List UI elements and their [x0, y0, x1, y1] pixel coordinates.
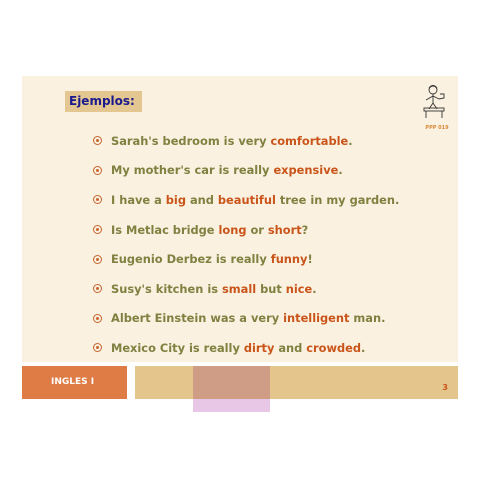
sentence-fragment: . [312, 281, 317, 296]
sentence-fragment: but [256, 281, 286, 296]
bullet-icon [93, 343, 102, 352]
adjective-highlight: small [222, 281, 257, 296]
bullet-icon [93, 225, 102, 234]
adjective-highlight: crowded [306, 340, 362, 355]
sentence-fragment: Is Metlac bridge [111, 222, 219, 237]
sentence-fragment: ! [307, 252, 313, 267]
sentence-fragment: or [246, 222, 268, 237]
bullet-icon [93, 166, 102, 175]
bullet-text [111, 341, 365, 355]
adjective-highlight: big [165, 192, 186, 207]
page-number: 3 [442, 383, 448, 392]
adjective-highlight: comfortable [270, 133, 349, 148]
sentence-fragment: I have a [111, 192, 166, 207]
sentence-fragment: Eugenio Derbez is really [111, 252, 271, 267]
sentence-fragment: Mexico City is really [111, 340, 244, 355]
list-item [93, 126, 399, 156]
bullet-text [111, 311, 385, 325]
selection-overlay [193, 366, 270, 399]
adjective-highlight: nice [285, 281, 313, 296]
examples-list [93, 126, 399, 363]
sentence-fragment: Sarah's bedroom is very [111, 133, 271, 148]
selection-overlay-handle [193, 399, 270, 412]
adjective-highlight: funny [270, 252, 308, 267]
adjective-highlight: beautiful [217, 192, 276, 207]
sentence-fragment: My mother's car is really [111, 163, 274, 178]
bullet-text [111, 193, 399, 207]
sentence-fragment: Susy's kitchen is [111, 281, 222, 296]
sentence-fragment: and [186, 192, 218, 207]
bullet-icon [93, 136, 102, 145]
sentence-fragment: and [274, 340, 307, 355]
adjective-highlight: short [267, 222, 302, 237]
sentence-fragment: Albert Einstein was a very [111, 311, 284, 326]
bullet-icon [93, 284, 102, 293]
bullet-text [111, 134, 353, 148]
list-item [93, 304, 399, 334]
bullet-icon [93, 195, 102, 204]
examples-badge: Ejemplos: [65, 91, 142, 112]
list-item [93, 274, 399, 304]
sentence-fragment: tree in my garden. [275, 192, 400, 207]
adjective-highlight: expensive [273, 163, 339, 178]
list-item [93, 215, 399, 245]
list-item [93, 244, 399, 274]
sentence-fragment: . [338, 163, 343, 178]
adjective-highlight: intelligent [283, 311, 350, 326]
list-item [93, 185, 399, 215]
footer-bar [135, 366, 458, 399]
sentence-fragment: . [361, 340, 366, 355]
bullet-text [111, 163, 343, 177]
slide-code: PPP 019 [425, 125, 449, 131]
sentence-fragment: man. [349, 311, 386, 326]
bullet-icon [93, 255, 102, 264]
bullet-icon [93, 314, 102, 323]
bullet-text [111, 252, 313, 266]
adjective-highlight: dirty [243, 340, 275, 355]
adjective-highlight: long [218, 222, 247, 237]
list-item [93, 156, 399, 186]
bullet-text [111, 282, 317, 296]
course-footer: INGLES I [22, 366, 127, 399]
bullet-text [111, 223, 308, 237]
list-item [93, 333, 399, 363]
sentence-fragment: ? [301, 222, 309, 237]
teacher-logo-icon [416, 82, 450, 120]
sentence-fragment: . [348, 133, 353, 148]
